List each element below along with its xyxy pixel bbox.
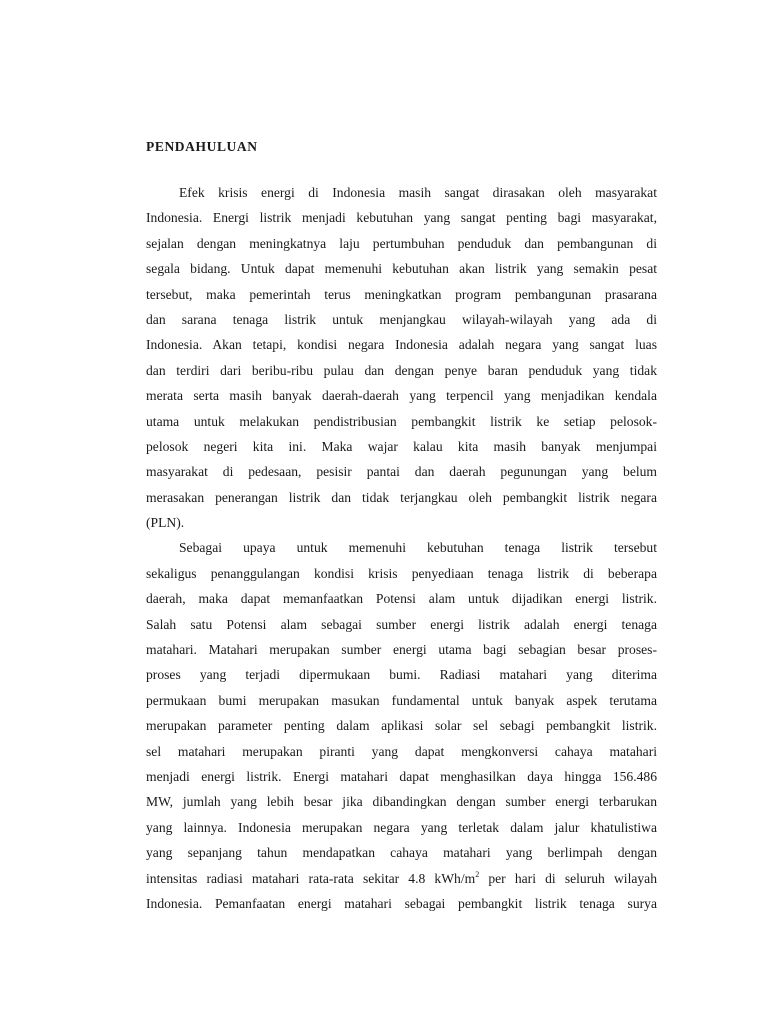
paragraph-line: Indonesia. Pemanfaatan energi matahari sebagai pembangkit listrik tenaga surya xyxy=(146,895,657,911)
paragraph-line: masyarakat di pedesaan, pesisir pantai dan daerah pegunungan yang belum xyxy=(146,464,657,480)
paragraph-line: (PLN). xyxy=(146,515,185,531)
paragraph-line: Indonesia. Energi listrik menjadi kebutuhan yang sangat penting bagi masyarakat, xyxy=(146,210,657,226)
line-text-after: per hari di seluruh wilayah xyxy=(479,870,658,886)
paragraph-line: merata serta masih banyak daerah-daerah yang terpencil yang menjadikan kendala xyxy=(146,388,657,404)
superscript-2: 2 xyxy=(475,869,480,879)
paragraph-line: dan terdiri dari beribu-ribu pulau dan dengan penye baran penduduk yang tidak xyxy=(146,362,657,378)
paragraph-line: yang lainnya. Indonesia merupakan negara yang terletak dalam jalur khatulistiwa xyxy=(146,819,657,835)
paragraph-line: sel matahari merupakan piranti yang dapat mengkonversi cahaya matahari xyxy=(146,743,657,759)
paragraph-line: Indonesia. Akan tetapi, kondisi negara Indonesia adalah negara yang sangat luas xyxy=(146,337,657,353)
paragraph-line: sejalan dengan meningkatnya laju pertumbuhan penduduk dan pembangunan di xyxy=(146,235,657,251)
paragraph-line: Efek krisis energi di Indonesia masih sangat dirasakan oleh masyarakat xyxy=(179,185,657,200)
line-text-before: intensitas radiasi matahari rata-rata sekitar 4.8 kWh/m xyxy=(146,870,476,886)
paragraph-line: tersebut, maka pemerintah terus meningkatkan program pembangunan prasarana xyxy=(146,286,657,302)
paragraph-line: segala bidang. Untuk dapat memenuhi kebutuhan akan listrik yang semakin pesat xyxy=(146,261,657,277)
document-body xyxy=(146,137,657,916)
paragraph-1 xyxy=(146,180,657,535)
paragraph-line: yang sepanjang tahun mendapatkan cahaya matahari yang berlimpah dengan xyxy=(146,845,657,861)
paragraph-line: permukaan bumi merupakan masukan fundamental untuk banyak aspek terutama xyxy=(146,692,657,708)
paragraph-line-with-superscript xyxy=(146,866,657,891)
paragraph-line: utama untuk melakukan pendistribusian pembangkit listrik ke setiap pelosok- xyxy=(146,413,657,429)
paragraph-2 xyxy=(146,535,657,916)
paragraph-line: MW, jumlah yang lebih besar jika dibandingkan dengan sumber energi terbarukan xyxy=(146,794,657,810)
paragraph-line: sekaligus penanggulangan kondisi krisis penyediaan tenaga listrik di beberapa xyxy=(146,565,657,581)
paragraph-line: matahari. Matahari merupakan sumber energi utama bagi sebagian besar proses- xyxy=(146,642,657,658)
paragraph-line: merupakan parameter penting dalam aplikasi solar sel sebagi pembangkit listrik. xyxy=(146,718,657,734)
paragraph-line: Salah satu Potensi alam sebagai sumber energi listrik adalah energi tenaga xyxy=(146,616,657,632)
paragraph-line: merasakan penerangan listrik dan tidak terjangkau oleh pembangkit listrik negara xyxy=(146,489,657,505)
paragraph-line: Sebagai upaya untuk memenuhi kebutuhan tenaga listrik tersebut xyxy=(179,540,657,556)
paragraph-line: dan sarana tenaga listrik untuk menjangkau wilayah-wilayah yang ada di xyxy=(146,311,657,327)
paragraph-line: daerah, maka dapat memanfaatkan Potensi alam untuk dijadikan energi listrik. xyxy=(146,591,657,607)
paragraph-line: menjadi energi listrik. Energi matahari dapat menghasilkan daya hingga 156.486 xyxy=(146,768,657,784)
section-heading: PENDAHULUAN xyxy=(146,139,258,154)
paragraph-line: pelosok negeri kita ini. Maka wajar kalau kita masih banyak menjumpai xyxy=(146,438,657,454)
paragraph-line: proses yang terjadi dipermukaan bumi. Radiasi matahari yang diterima xyxy=(146,667,657,683)
